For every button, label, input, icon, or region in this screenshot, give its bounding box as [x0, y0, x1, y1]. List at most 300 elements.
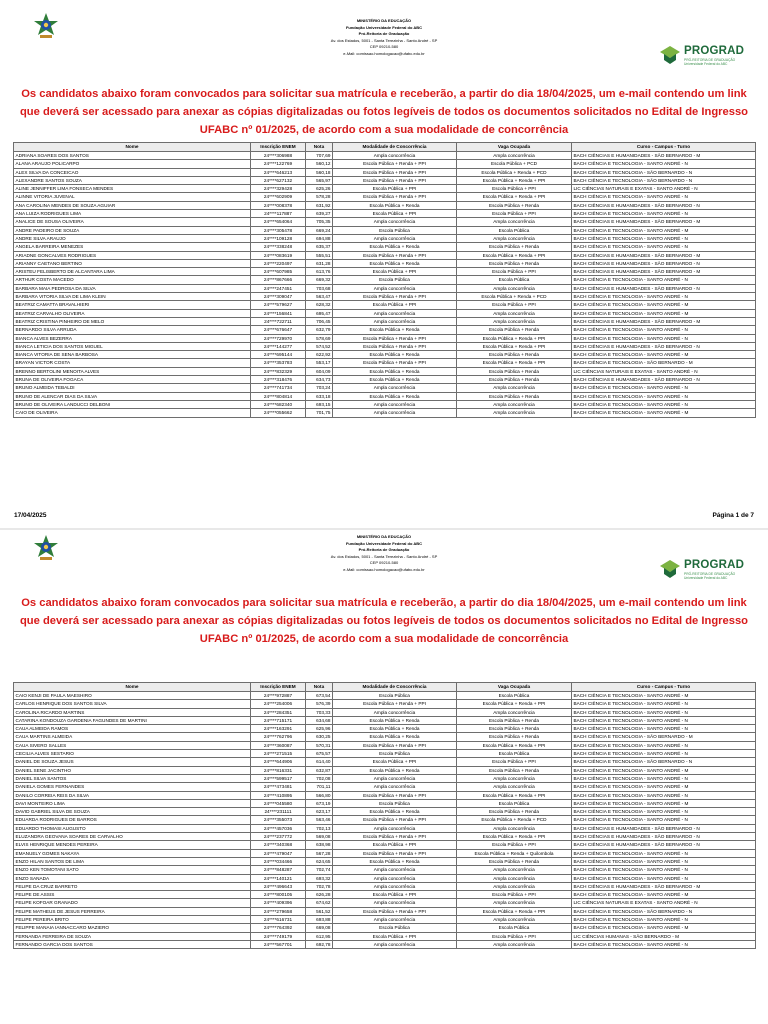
cell-course: BACH CIÊNCIA E TECNOLOGIA - SANTO ANDRÉ - N [572, 243, 756, 251]
cell-modality: Escola Pública [333, 924, 457, 932]
cell-name: FERNANDA FERREIRA DE SOUZA [14, 932, 251, 940]
table-row [14, 400, 756, 408]
col-header-enem: Inscrição ENEM [251, 683, 306, 692]
cell-seat: Escola Pública + PPI [457, 301, 572, 309]
cell-score: 560,12 [306, 160, 333, 168]
cell-modality: Escola Pública + Renda [333, 392, 457, 400]
prograd-logo [660, 556, 745, 582]
cell-name: DANIEL SILVA SANTOS [14, 774, 251, 782]
cell-seat: Escola Pública + Renda + PCD [457, 293, 572, 301]
cell-modality: Escola Pública + Renda [333, 259, 457, 267]
cell-seat: Escola Pública + Renda + PPI [457, 791, 572, 799]
table-row [14, 251, 756, 259]
cell-seat: Escola Pública + Renda + PPI [457, 700, 572, 708]
cell-course: BACH CIÊNCIAS E HUMANIDADES - SÃO BERNARDO - N [572, 833, 756, 841]
cell-name: FELIPPE MANAIA IANNACCARO MAZIERO [14, 924, 251, 932]
cell-modality: Ampla concorrência [333, 284, 457, 292]
table-row [14, 218, 756, 226]
table-row [14, 243, 756, 251]
cell-course: BACH CIÊNCIA E TECNOLOGIA - SANTO ANDRÉ - N [572, 916, 756, 924]
foundation-name: Fundação Universidade Federal do ABC [345, 24, 423, 30]
cell-score: 673,19 [306, 799, 333, 807]
cell-name: EDUARDO THOMASI AUGUSTO [14, 824, 251, 832]
cell-course: BACH CIÊNCIAS E HUMANIDADES - SÃO BERNARDO - M [572, 882, 756, 890]
cell-name: CAROLINA RICARDO MARTINS [14, 708, 251, 716]
table-row [14, 342, 756, 350]
cell-enem: 24****271515 [251, 750, 306, 758]
prograd-wordmark: PROGRAD [684, 559, 745, 571]
cell-name: ALEX SILVA DA CONCEICAO [14, 168, 251, 176]
cell-score: 625,96 [306, 725, 333, 733]
cell-modality: Escola Pública [333, 692, 457, 700]
cell-name: DANIEL SENE JACINTHO [14, 766, 251, 774]
table-row [14, 899, 756, 907]
cell-name: ELUZANDRA GEOVANA SOARES DE CARVALHO [14, 833, 251, 841]
table-row [14, 891, 756, 899]
col-header-name: Nome [14, 143, 251, 152]
cell-name: ADRIANA SOARES DOS SANTOS [14, 152, 251, 160]
cell-name: FELIPE PEREIRA BRITO [14, 916, 251, 924]
cell-seat: Escola Pública + Renda + PPI [457, 176, 572, 184]
cell-enem: 24****360087 [251, 741, 306, 749]
cell-modality: Escola Pública + Renda + PPI [333, 816, 457, 824]
cell-seat: Ampla concorrência [457, 409, 572, 417]
cell-enem: 24****457036 [251, 824, 306, 832]
cell-modality: Ampla concorrência [333, 774, 457, 782]
cell-seat: Escola Pública + Renda + PPI [457, 193, 572, 201]
table-row [14, 351, 756, 359]
table-row [14, 268, 756, 276]
cell-course: BACH CIÊNCIA E TECNOLOGIA - SANTO ANDRÉ - N [572, 708, 756, 716]
cell-score: 701,75 [306, 409, 333, 417]
table-row [14, 384, 756, 392]
cell-name: ALINE JENNIFFER LIMA FONSECA MENDES [14, 185, 251, 193]
table-row [14, 874, 756, 882]
cep: CEP 09210-580 [369, 44, 399, 50]
cell-modality: Escola Pública + Renda [333, 376, 457, 384]
cell-course: BACH CIÊNCIA E TECNOLOGIA - SANTO ANDRÉ - M [572, 766, 756, 774]
cell-course: BACH CIÊNCIAS E HUMANIDADES - SÃO BERNARDO - M [572, 268, 756, 276]
cell-name: CAIO KENJI DE PAULA MAESHIRO [14, 692, 251, 700]
cell-course: BACH CIÊNCIA E TECNOLOGIA - SANTO ANDRÉ - N [572, 866, 756, 874]
cell-name: EMANUELY GOMES NAKAYA [14, 849, 251, 857]
cell-name: DANILO CORREIA REIS DA SILVA [14, 791, 251, 799]
ministry-name: MINISTÉRIO DA EDUCAÇÃO [356, 534, 412, 539]
cell-score: 702,78 [306, 882, 333, 890]
cell-seat: Ampla concorrência [457, 317, 572, 325]
cell-seat: Escola Pública + PPI [457, 268, 572, 276]
prograd-wordmark: PROGRAD [684, 45, 745, 57]
cell-enem: 24****008378 [251, 201, 306, 209]
col-header-modality: Modalidade de Concorrência [333, 143, 457, 152]
table-row [14, 882, 756, 890]
cell-name: BRUNO ALMEIDA TEBALDI [14, 384, 251, 392]
cell-score: 561,52 [306, 907, 333, 915]
cell-modality: Ampla concorrência [333, 916, 457, 924]
cell-name: BIANCA VITORIA DE SENA BARBOSA [14, 351, 251, 359]
cell-course: BACH CIÊNCIA E TECNOLOGIA - SANTO ANDRÉ - N [572, 276, 756, 284]
cell-modality: Escola Pública + Renda [333, 857, 457, 865]
cell-name: BIANCA LETICIA DOS SANTOS MIGUEL [14, 342, 251, 350]
cell-course: BACH CIÊNCIA E TECNOLOGIA - SÃO BERNARDO - N [572, 907, 756, 915]
prograd-subtitle-2: Universidade Federal do ABC [684, 576, 728, 580]
cell-course: BACH CIÊNCIA E TECNOLOGIA - SANTO ANDRÉ - N [572, 160, 756, 168]
cell-score: 623,17 [306, 808, 333, 816]
cell-modality: Escola Pública + Renda + PPI [333, 251, 457, 259]
cell-enem: 24****163291 [251, 725, 306, 733]
cell-course: BACH CIÊNCIA E TECNOLOGIA - SANTO ANDRÉ - M [572, 692, 756, 700]
cell-score: 625,26 [306, 185, 333, 193]
cell-score: 695,47 [306, 309, 333, 317]
table-row [14, 168, 756, 176]
cell-enem: 24****800105 [251, 891, 306, 899]
table-row [14, 409, 756, 417]
cell-modality: Ampla concorrência [333, 152, 457, 160]
cell-seat: Escola Pública + Renda + PPI [457, 833, 572, 841]
cell-seat: Escola Pública + Renda [457, 376, 572, 384]
cell-seat: Escola Pública + Renda [457, 243, 572, 251]
cell-seat: Ampla concorrência [457, 400, 572, 408]
cell-name: ALANA ARAUJO POLICARPO [14, 160, 251, 168]
prograd-mark-icon [660, 46, 680, 64]
cell-name: ANDRE PADEIRO DE SOUZA [14, 226, 251, 234]
cell-seat: Escola Pública + Renda + PPI [457, 334, 572, 342]
table-row [14, 193, 756, 201]
cell-course: LIC CIÊNCIAS NATURAIS E EXATAS - SANTO ANDRÉ - N [572, 185, 756, 193]
table-row [14, 816, 756, 824]
cell-enem: 24****144277 [251, 342, 306, 350]
cell-name: ALEXANDRE SANTOS SOUZA [14, 176, 251, 184]
cell-modality: Escola Pública + Renda [333, 243, 457, 251]
document-page-2 [0, 530, 768, 1024]
cell-name: CAIO DE OLIVEIRA [14, 409, 251, 417]
cell-seat: Escola Pública + Renda + PPI [457, 359, 572, 367]
cell-seat: Escola Pública + Renda [457, 808, 572, 816]
cell-enem: 24****220497 [251, 259, 306, 267]
cell-course: BACH CIÊNCIA E TECNOLOGIA - SANTO ANDRÉ - M [572, 924, 756, 932]
cell-score: 675,57 [306, 750, 333, 758]
cell-course: BACH CIÊNCIAS E HUMANIDADES - SÃO BERNARDO - N [572, 259, 756, 267]
cell-modality: Escola Pública + PPI [333, 758, 457, 766]
cell-score: 631,28 [306, 259, 333, 267]
cell-name: ARTHUR COSTA MACEDO [14, 276, 251, 284]
cell-course: LIC CIÊNCIAS NATURAIS E EXATAS - SANTO ANDRÉ - N [572, 367, 756, 375]
table-row [14, 841, 756, 849]
cell-course: BACH CIÊNCIA E TECNOLOGIA - SANTO ANDRÉ - N [572, 334, 756, 342]
cell-score: 622,92 [306, 351, 333, 359]
cell-course: BACH CIÊNCIA E TECNOLOGIA - SANTO ANDRÉ - N [572, 400, 756, 408]
table-row [14, 276, 756, 284]
table-row [14, 317, 756, 325]
cell-enem: 24****083619 [251, 251, 306, 259]
footer-date: 17/04/2025 [14, 512, 47, 519]
cell-seat: Escola Pública + PPI [457, 891, 572, 899]
cell-enem: 24****122769 [251, 160, 306, 168]
cell-score: 634,68 [306, 716, 333, 724]
cep: CEP 09210-580 [369, 560, 399, 566]
table-row [14, 750, 756, 758]
cell-name: BEATRIZ CRISTINA PINHEIRO DE MELO [14, 317, 251, 325]
cell-course: BACH CIÊNCIA E TECNOLOGIA - SANTO ANDRÉ - M [572, 799, 756, 807]
col-header-score: Nota [306, 143, 333, 152]
cell-enem: 24****237772 [251, 833, 306, 841]
cell-modality: Escola Pública + Renda + PPI [333, 193, 457, 201]
table-row [14, 367, 756, 375]
cell-course: BACH CIÊNCIA E TECNOLOGIA - SANTO ANDRÉ - N [572, 234, 756, 242]
table-row [14, 293, 756, 301]
cell-enem: 24****279658 [251, 907, 306, 915]
cell-modality: Escola Pública [333, 799, 457, 807]
table-row [14, 210, 756, 218]
cell-course: BACH CIÊNCIA E TECNOLOGIA - SANTO ANDRÉ - N [572, 750, 756, 758]
table-row [14, 932, 756, 940]
cell-course: BACH CIÊNCIAS E HUMANIDADES - SÃO BERNARDO - M [572, 317, 756, 325]
cell-enem: 24****722711 [251, 317, 306, 325]
cell-score: 669,32 [306, 276, 333, 284]
cell-name: CATARINA KONDOUZA GARDENIA FAGUNDES DE MARTINI [14, 716, 251, 724]
table-row [14, 309, 756, 317]
cell-seat: Escola Pública + Renda + PPI [457, 741, 572, 749]
cell-seat: Escola Pública [457, 276, 572, 284]
cell-course: BACH CIÊNCIAS E HUMANIDADES - SÃO BERNARDO - N [572, 201, 756, 209]
cell-course: BACH CIÊNCIA E TECNOLOGIA - SANTO ANDRÉ - N [572, 874, 756, 882]
cell-modality: Escola Pública + Renda + PPI [333, 359, 457, 367]
cell-modality: Escola Pública + Renda + PPI [333, 342, 457, 350]
cell-course: BACH CIÊNCIAS E HUMANIDADES - SÃO BERNARDO - M [572, 152, 756, 160]
cell-enem: 24****804814 [251, 392, 306, 400]
cell-modality: Escola Pública + PPI [333, 301, 457, 309]
cell-enem: 24****579627 [251, 301, 306, 309]
cell-score: 565,97 [306, 176, 333, 184]
cell-score: 560,18 [306, 168, 333, 176]
cell-name: BRENNO BERTOLINI MENOITA ALVES [14, 367, 251, 375]
cell-score: 692,78 [306, 940, 333, 948]
cell-course: BACH CIÊNCIA E TECNOLOGIA - SANTO ANDRÉ - N [572, 193, 756, 201]
cell-enem: 24****496643 [251, 882, 306, 890]
cell-seat: Escola Pública + Renda [457, 766, 572, 774]
office-name: Pró-Reitoria de Graduação [358, 31, 410, 37]
cell-seat: Escola Pública + Renda + PCD [457, 816, 572, 824]
cell-course: BACH CIÊNCIA E TECNOLOGIA - SANTO ANDRÉ - N [572, 392, 756, 400]
foundation-name: Fundação Universidade Federal do ABC [345, 540, 423, 546]
cell-course: LIC CIÊNCIAS NATURAIS E EXATAS - SANTO ANDRÉ - N [572, 899, 756, 907]
cell-seat: Escola Pública + Renda [457, 367, 572, 375]
cell-enem: 24****247451 [251, 284, 306, 292]
cell-name: FERNANDO GARCIA DOS SANTOS [14, 940, 251, 948]
cell-course: BACH CIÊNCIA E TECNOLOGIA - SANTO ANDRÉ - M [572, 309, 756, 317]
cell-modality: Escola Pública + Renda [333, 716, 457, 724]
cell-seat: Escola Pública [457, 750, 572, 758]
cell-name: BRUNO DE OLIVEIRA LANDUCCI DELBONI [14, 400, 251, 408]
cell-seat: Escola Pública + Renda [457, 392, 572, 400]
cell-course: BACH CIÊNCIA E TECNOLOGIA - SANTO ANDRÉ - N [572, 741, 756, 749]
cell-score: 702,13 [306, 824, 333, 832]
cell-modality: Escola Pública + PPI [333, 932, 457, 940]
cell-seat: Ampla concorrência [457, 824, 572, 832]
cell-score: 563,47 [306, 293, 333, 301]
cell-score: 693,15 [306, 400, 333, 408]
cell-modality: Escola Pública + PPI [333, 891, 457, 899]
col-header-name: Nome [14, 683, 251, 692]
prograd-mark-icon [660, 560, 680, 578]
cell-enem: 24****340368 [251, 841, 306, 849]
cell-score: 693,88 [306, 916, 333, 924]
cell-enem: 24****305478 [251, 226, 306, 234]
table-row [14, 160, 756, 168]
cell-seat: Escola Pública + PPI [457, 210, 572, 218]
table-row [14, 916, 756, 924]
cell-score: 693,32 [306, 874, 333, 882]
cell-modality: Ampla concorrência [333, 866, 457, 874]
cell-course: BACH CIÊNCIAS E HUMANIDADES - SÃO BERNARDO - M [572, 251, 756, 259]
cell-name: FELIPE DE ASSIS [14, 891, 251, 899]
cell-enem: 24****117887 [251, 210, 306, 218]
table-row [14, 725, 756, 733]
cell-name: BIANCA ALVES BEZERRA [14, 334, 251, 342]
cell-name: BERNARDO SILVA ARRUDA [14, 326, 251, 334]
prograd-subtitle-1: PRÓ-REITORIA DE GRADUAÇÃO [684, 58, 736, 62]
table-row [14, 226, 756, 234]
cell-name: CECILIA ALVES SESTARIO [14, 750, 251, 758]
cell-score: 702,08 [306, 774, 333, 782]
cell-name: ARIADNE GONCALVES RODRIGUES [14, 251, 251, 259]
cell-name: DANIEL DE SOUZA JESUS [14, 758, 251, 766]
cell-score: 555,51 [306, 251, 333, 259]
cell-modality: Escola Pública + PPI [333, 185, 457, 193]
cell-course: BACH CIÊNCIA E TECNOLOGIA - SANTO ANDRÉ - N [572, 293, 756, 301]
cell-seat: Ampla concorrência [457, 866, 572, 874]
cell-name: ARISTEU FELISBERTO DE ALCANTARA LIMA [14, 268, 251, 276]
cell-modality: Ampla concorrência [333, 940, 457, 948]
cell-name: DAVID GABRIEL SILVA DE SOUZA [14, 808, 251, 816]
cell-enem: 24****045580 [251, 799, 306, 807]
cell-course: BACH CIÊNCIA E TECNOLOGIA - SANTO ANDRÉ - N [572, 791, 756, 799]
cell-enem: 24****832329 [251, 367, 306, 375]
cell-enem: 24****607985 [251, 268, 306, 276]
table-row [14, 359, 756, 367]
cell-enem: 24****741734 [251, 384, 306, 392]
cell-enem: 24****329428 [251, 185, 306, 193]
table-row [14, 924, 756, 932]
table-row [14, 791, 756, 799]
col-header-score: Nota [306, 683, 333, 692]
table-row [14, 940, 756, 948]
cell-name: ANA CAROLINA MENDES DE SOUZA AGUIAR [14, 201, 251, 209]
cell-score: 566,80 [306, 791, 333, 799]
cell-course: BACH CIÊNCIA E TECNOLOGIA - SANTO ANDRÉ - N [572, 774, 756, 782]
cell-course: BACH CIÊNCIA E TECNOLOGIA - SANTO ANDRÉ - N [572, 816, 756, 824]
cell-name: BRUNO DE ALENCAR DIAS DA SILVA [14, 392, 251, 400]
cell-enem: 24****140121 [251, 874, 306, 882]
cell-score: 553,17 [306, 359, 333, 367]
cell-name: FELIPE MATHEUS DE JESUS FERREIRA [14, 907, 251, 915]
cell-seat: Escola Pública + PPI [457, 758, 572, 766]
cell-enem: 24****682340 [251, 400, 306, 408]
cell-seat: Escola Pública + PPI [457, 185, 572, 193]
cell-modality: Escola Pública + Renda [333, 733, 457, 741]
cell-seat: Ampla concorrência [457, 218, 572, 226]
cell-enem: 24****567701 [251, 940, 306, 948]
table-row [14, 733, 756, 741]
cell-enem: 24****410895 [251, 791, 306, 799]
col-header-course: Curso - Campus - Turno [572, 683, 756, 692]
cell-name: CARLOS HENRIQUE DOS SANTOS SILVA [14, 700, 251, 708]
cell-enem: 24****355073 [251, 816, 306, 824]
cell-seat: Ampla concorrência [457, 882, 572, 890]
prograd-subtitle-2: Universidade Federal do ABC [684, 62, 728, 66]
cell-score: 630,25 [306, 733, 333, 741]
table-row [14, 201, 756, 209]
office-name: Pró-Reitoria de Graduação [358, 547, 410, 553]
cell-modality: Ampla concorrência [333, 409, 457, 417]
cell-enem: 24****867666 [251, 276, 306, 284]
table-row [14, 185, 756, 193]
cell-score: 707,69 [306, 152, 333, 160]
cell-name: BARBARA MAIA PEDROSA DA SILVA [14, 284, 251, 292]
cell-enem: 24****616731 [251, 916, 306, 924]
cell-enem: 24****762796 [251, 733, 306, 741]
table-row [14, 376, 756, 384]
cell-modality: Ampla concorrência [333, 400, 457, 408]
cell-enem: 24****729970 [251, 334, 306, 342]
cell-modality: Escola Pública [333, 276, 457, 284]
table-row [14, 234, 756, 242]
cell-seat: Ampla concorrência [457, 708, 572, 716]
cell-seat: Ampla concorrência [457, 916, 572, 924]
cell-modality: Ampla concorrência [333, 783, 457, 791]
cell-enem: 24****338248 [251, 243, 306, 251]
cell-enem: 24****318476 [251, 376, 306, 384]
table-row [14, 824, 756, 832]
cell-name: BEATRIZ CARVALHO OLIVEIRA [14, 309, 251, 317]
cell-seat: Escola Pública + Renda [457, 259, 572, 267]
cell-enem: 24****627132 [251, 176, 306, 184]
cell-seat: Escola Pública [457, 692, 572, 700]
cell-name: DAVI MONTEIRO LIMA [14, 799, 251, 807]
cell-name: CAUA MARTINS ALMEIDA [14, 733, 251, 741]
cell-enem: 24****749179 [251, 932, 306, 940]
cell-score: 669,08 [306, 924, 333, 932]
cell-course: BACH CIÊNCIA E TECNOLOGIA - SANTO ANDRÉ - N [572, 210, 756, 218]
cell-modality: Ampla concorrência [333, 882, 457, 890]
cell-name: EDUARDA RODRIGUES DE BARROS [14, 816, 251, 824]
cell-modality: Escola Pública + Renda + PPI [333, 334, 457, 342]
cell-score: 635,37 [306, 243, 333, 251]
table-row [14, 716, 756, 724]
table-row [14, 301, 756, 309]
table-row [14, 741, 756, 749]
cell-score: 614,40 [306, 758, 333, 766]
cell-course: BACH CIÊNCIA E TECNOLOGIA - SÃO BERNARDO - N [572, 168, 756, 176]
cell-name: CAUA SIVERO SALLES [14, 741, 251, 749]
cell-seat: Ampla concorrência [457, 874, 572, 882]
candidates-table-body [14, 692, 756, 949]
cell-course: BACH CIÊNCIA E TECNOLOGIA - SANTO ANDRÉ - M [572, 409, 756, 417]
cell-seat: Escola Pública [457, 226, 572, 234]
cell-course: BACH CIÊNCIA E TECNOLOGIA - SANTO ANDRÉ - N [572, 857, 756, 865]
table-row [14, 774, 756, 782]
cell-course: BACH CIÊNCIA E TECNOLOGIA - SANTO ANDRÉ - M [572, 891, 756, 899]
cell-modality: Escola Pública + Renda + PPI [333, 833, 457, 841]
cell-score: 576,39 [306, 700, 333, 708]
cell-course: BACH CIÊNCIA E TECNOLOGIA - SANTO ANDRÉ - N [572, 940, 756, 948]
table-row [14, 857, 756, 865]
cell-name: ENZO SANADA [14, 874, 251, 882]
col-header-course: Curso - Campus - Turno [572, 143, 756, 152]
table-row [14, 284, 756, 292]
cell-enem: 24****602909 [251, 193, 306, 201]
cell-score: 694,88 [306, 234, 333, 242]
